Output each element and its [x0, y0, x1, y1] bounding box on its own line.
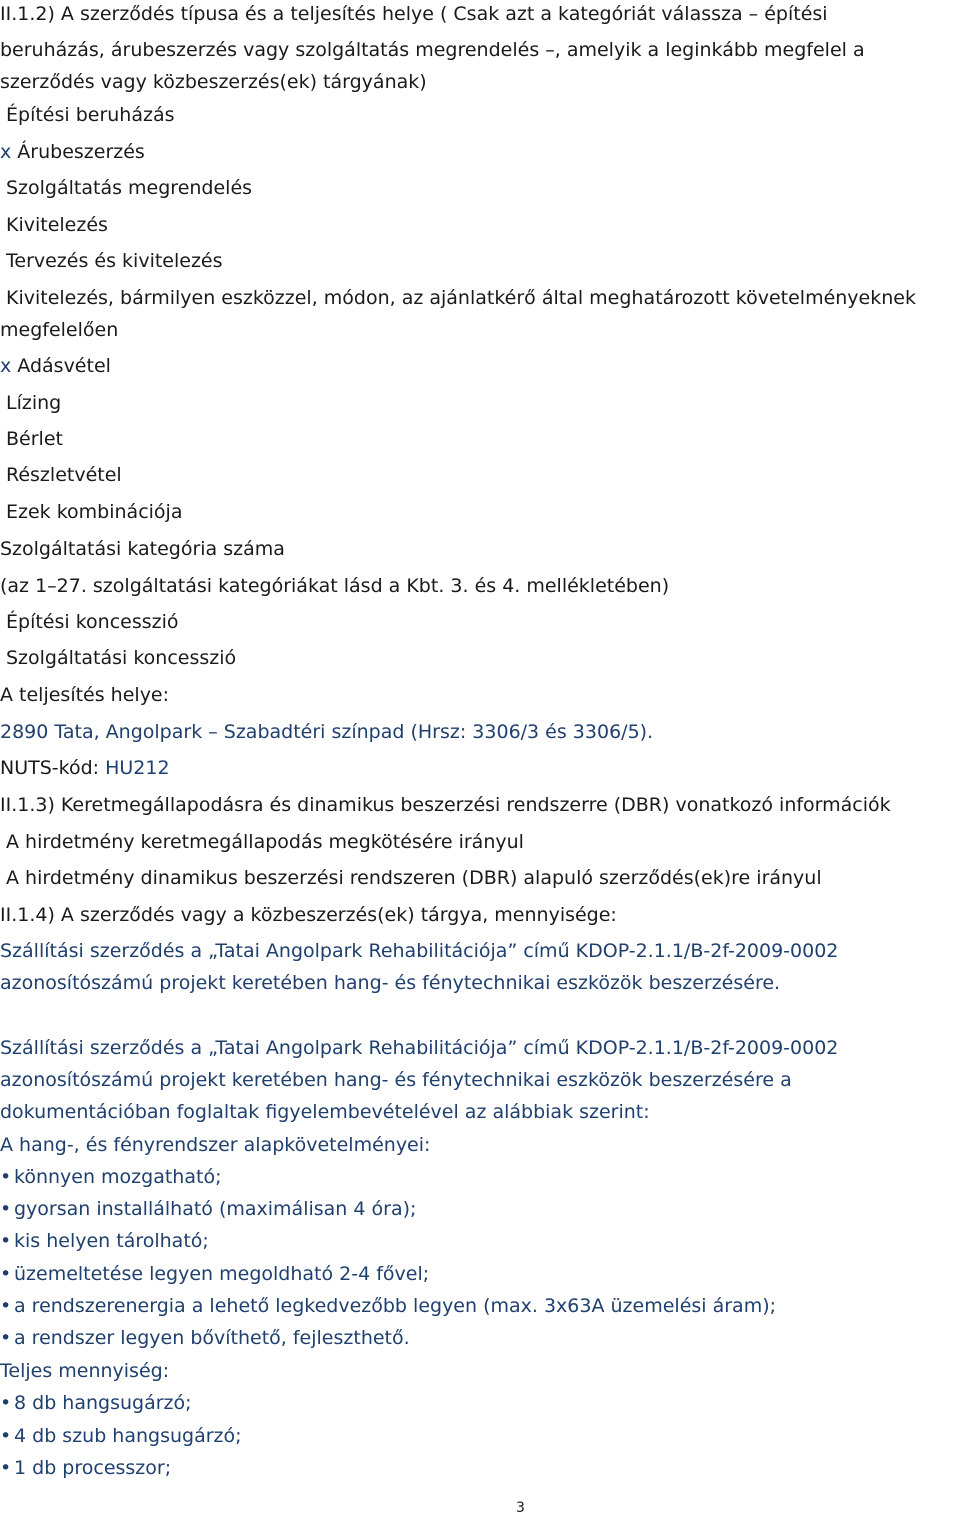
bullet-icon: • — [0, 1198, 12, 1220]
list-item: • a rendszer legyen bővíthető, fejleszthető. — [0, 1327, 410, 1349]
option-szolgaltatasi-koncesszio: Szolgáltatási koncesszió — [6, 647, 237, 669]
option-kombinacio: Ezek kombinációja — [6, 501, 183, 523]
framework-heading: II.1.3) Keretmegállapodásra és dinamikus beszerzési rendszerre (DBR) vonatkozó információk — [0, 794, 891, 816]
option-epitesi-koncesszio: Építési koncesszió — [6, 611, 179, 633]
list-item: • könnyen mozgatható; — [0, 1166, 222, 1188]
option-szolgaltatas-megrendeles: Szolgáltatás megrendelés — [6, 177, 253, 199]
bullet-icon: • — [0, 1295, 12, 1317]
selected-mark: x — [0, 141, 12, 163]
option-lizing: Lízing — [6, 392, 62, 414]
option-berlet: Bérlet — [6, 428, 63, 450]
framework-option-1: A hirdetmény keretmegállapodás megkötésére irányul — [6, 831, 524, 853]
subject-paragraph-2-line-1: Szállítási szerződés a „Tatai Angolpark Rehabilitációja” című KDOP-2.1.1/B-2f-2009-0002 — [0, 1037, 839, 1059]
nuts-code-label: NUTS-kód: — [0, 757, 106, 779]
option-label: Adásvétel — [17, 355, 111, 377]
list-item: • kis helyen tárolható; — [0, 1230, 209, 1252]
option-kivitelezes-barmilyen-line-2: megfelelően — [0, 319, 119, 341]
list-item: • 1 db processzor; — [0, 1457, 172, 1479]
subject-heading: II.1.4) A szerződés vagy a közbeszerzés(ek) tárgya, mennyisége: — [0, 904, 617, 926]
list-item: • üzemeltetése legyen megoldható 2-4 fővel; — [0, 1263, 430, 1285]
bullet-icon: • — [0, 1263, 12, 1285]
bullet-icon: • — [0, 1327, 12, 1349]
nuts-code — [0, 756, 170, 780]
option-kivitelezes-barmilyen-line-1: Kivitelezés, bármilyen eszközzel, módon, az ajánlatkérő által meghatározott követelményeknek — [6, 287, 916, 309]
option-arubeszerzes — [0, 140, 145, 164]
performance-place-value: 2890 Tata, Angolpark – Szabadtéri színpad (Hrsz: 3306/3 és 3306/5). — [0, 721, 654, 743]
section-heading-line-2: beruházás, árubeszerzés vagy szolgáltatás megrendelés –, amelyik a leginkább megfelel a — [0, 39, 865, 61]
option-kivitelezes: Kivitelezés — [6, 214, 108, 236]
bullet-icon: • — [0, 1166, 12, 1188]
bullet-icon: • — [0, 1425, 12, 1447]
bullet-icon: • — [0, 1457, 12, 1479]
framework-option-2: A hirdetmény dinamikus beszerzési rendszeren (DBR) alapuló szerződés(ek)re irányul — [6, 867, 822, 889]
quantity-heading: Teljes mennyiség: — [0, 1360, 170, 1382]
bullet-icon: • — [0, 1392, 12, 1414]
nuts-code-value: HU212 — [105, 757, 170, 779]
bullet-icon: • — [0, 1230, 12, 1252]
requirements-heading: A hang-, és fényrendszer alapkövetelményei: — [0, 1134, 431, 1156]
subject-paragraph-1-line-1: Szállítási szerződés a „Tatai Angolpark Rehabilitációja” című KDOP-2.1.1/B-2f-2009-0002 — [0, 940, 839, 962]
option-label: Árubeszerzés — [17, 141, 145, 163]
list-item: • 8 db hangsugárzó; — [0, 1392, 192, 1414]
option-tervezes-es-kivitelezes: Tervezés és kivitelezés — [6, 250, 223, 272]
option-adasvetel — [0, 354, 111, 378]
performance-place-label: A teljesítés helye: — [0, 684, 170, 706]
list-item: • gyorsan installálható (maximálisan 4 óra); — [0, 1198, 417, 1220]
service-category-note: (az 1–27. szolgáltatási kategóriákat lásd a Kbt. 3. és 4. mellékletében) — [0, 575, 670, 597]
subject-paragraph-1-line-2: azonosítószámú projekt keretében hang- és fénytechnikai eszközök beszerzésére. — [0, 972, 781, 994]
section-heading-line-1: II.1.2) A szerződés típusa és a teljesítés helye ( Csak azt a kategóriát válassza – építési — [0, 3, 828, 25]
page-number: 3 — [516, 1500, 525, 1516]
subject-paragraph-2-line-3: dokumentációban foglaltak figyelembevételével az alábbiak szerint: — [0, 1101, 650, 1123]
option-reszletvetel: Részletvétel — [6, 464, 122, 486]
list-item: • 4 db szub hangsugárzó; — [0, 1425, 242, 1447]
selected-mark: x — [0, 355, 12, 377]
option-epitesi-beruhazas: Építési beruházás — [6, 104, 175, 126]
subject-paragraph-2-line-2: azonosítószámú projekt keretében hang- és fénytechnikai eszközök beszerzésére a — [0, 1069, 792, 1091]
service-category-label: Szolgáltatási kategória száma — [0, 538, 285, 560]
section-heading-line-3: szerződés vagy közbeszerzés(ek) tárgyának) — [0, 71, 427, 93]
list-item: • a rendszerenergia a lehető legkedvezőbb legyen (max. 3x63A üzemelési áram); — [0, 1295, 777, 1317]
